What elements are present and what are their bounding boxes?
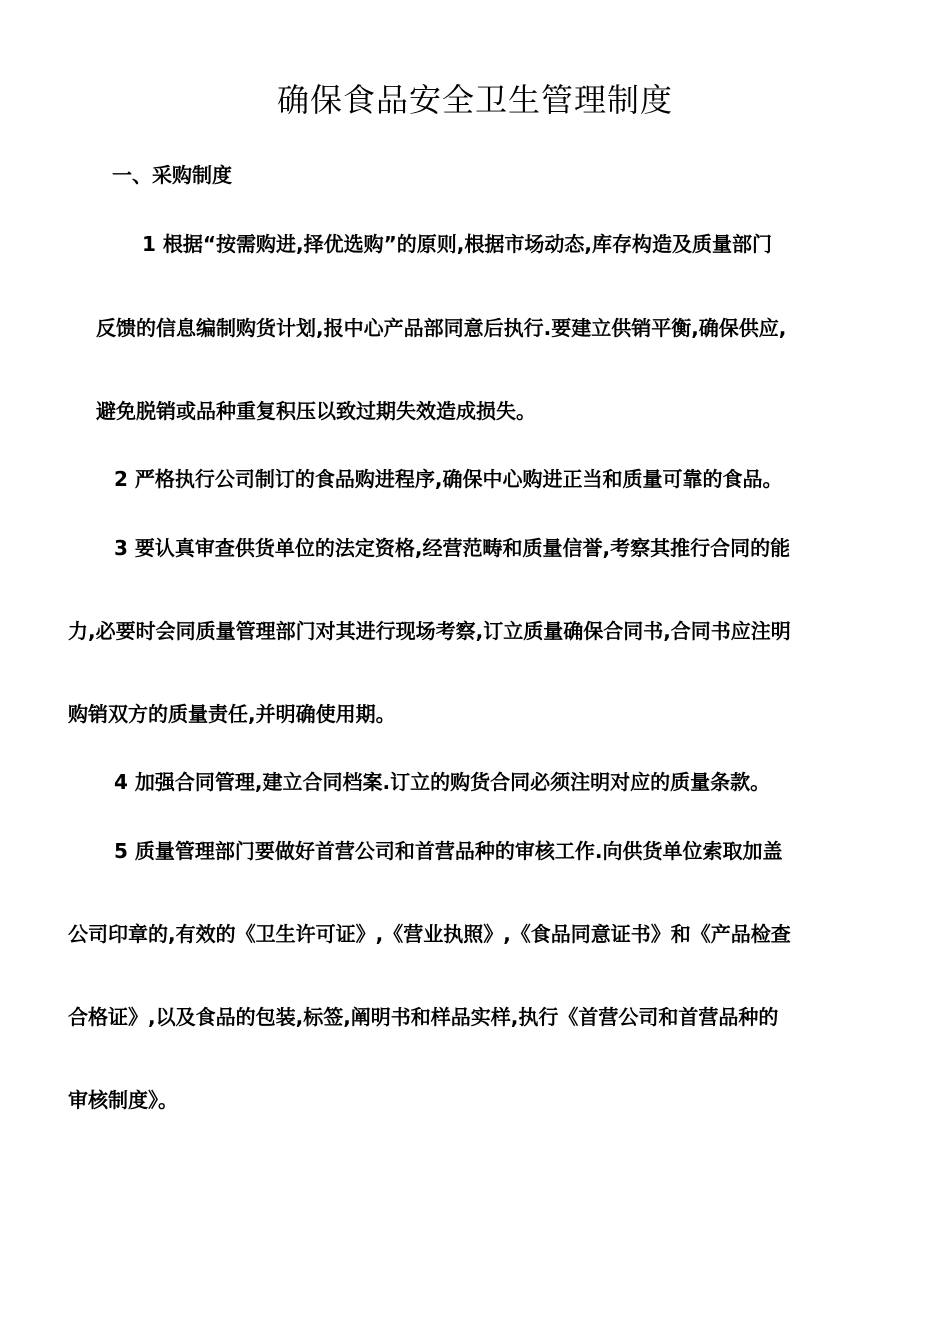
paragraph-line: 购销双方的质量责任,并明确使用期。 [68, 702, 396, 726]
paragraph-line: 避免脱销或品种重复积压以致过期失效造成损失。 [96, 399, 536, 423]
paragraph-line: 2 严格执行公司制订的食品购进程序,确保中心购进正当和质量可靠的食品。 [114, 467, 783, 491]
paragraph-line: 1 根据“按需购进,择优选购”的原则,根据市场动态,库存构造及质量部门 [142, 232, 772, 256]
paragraph-line: 合格证》,以及食品的包装,标签,阐明书和样品实样,执行《首营公司和首营品种的 [68, 1005, 779, 1029]
paragraph-line: 4 加强合同管理,建立合同档案.订立的购货合同必须注明对应的质量条款。 [114, 770, 771, 794]
paragraph-line: 5 质量管理部门要做好首营公司和首营品种的审核工作.向供货单位索取加盖 [114, 839, 783, 863]
paragraph-line: 反馈的信息编制购货计划,报中心产品部同意后执行.要建立供销平衡,确保供应, [96, 316, 787, 340]
section-heading: 一、采购制度 [112, 163, 232, 187]
paragraph-line: 公司印章的,有效的《卫生许可证》,《营业执照》,《食品同意证书》和《产品检查 [68, 922, 791, 946]
document-title: 确保食品安全卫生管理制度 [276, 81, 673, 119]
paragraph-line: 审核制度》。 [68, 1088, 178, 1112]
paragraph-line: 3 要认真审查供货单位的法定资格,经营范畴和质量信誉,考察其推行合同的能 [114, 536, 791, 560]
paragraph-line: 力,必要时会同质量管理部门对其进行现场考察,订立质量确保合同书,合同书应注明 [68, 619, 791, 643]
